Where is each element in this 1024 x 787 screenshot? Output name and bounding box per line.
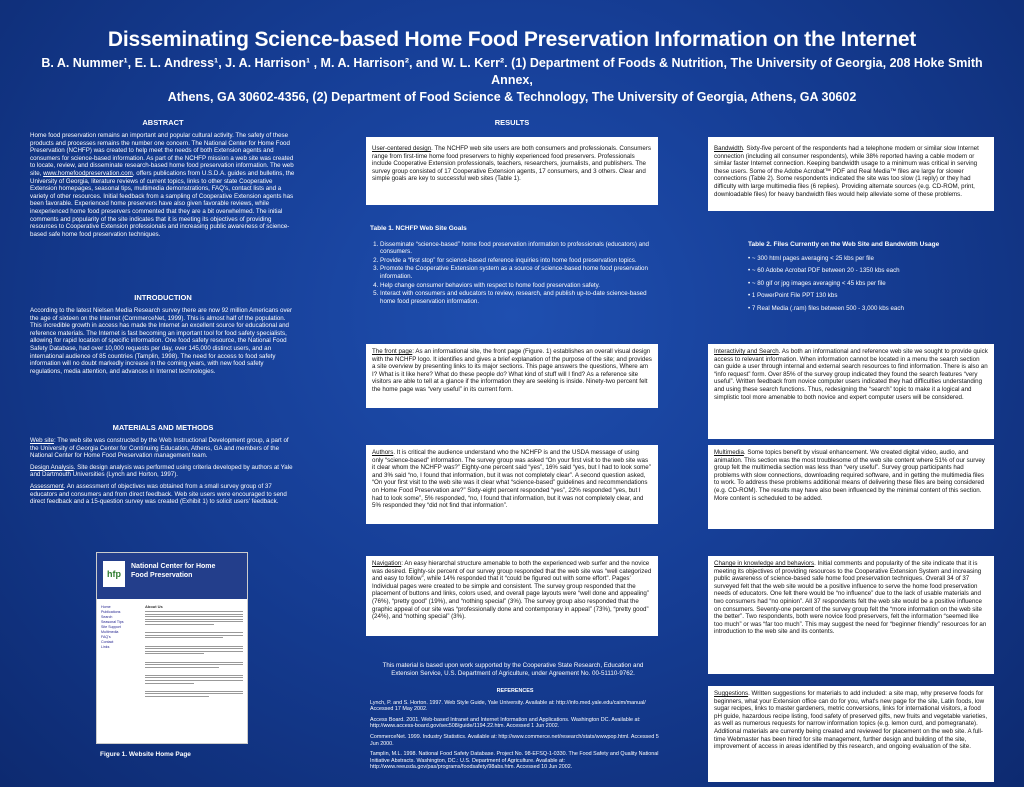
- figure1-caption: Figure 1. Website Home Page: [100, 751, 191, 758]
- table1-goals: [370, 241, 660, 306]
- user-centered-text: . The NCHFP web site users are both consumers and professionals. Consumers range from first-time home food preservers to highly experienced food preservers. Professionals include Cooperative Extension professionals, teachers, researchers, journalists, and publishers. The survey group consisted of 17 Cooperative Extension agents, 17 consumers, and 3 others. Clear and simple goals are key to successful web sites (Table 1).: [372, 145, 652, 183]
- change-label: Change in knowledge and behaviors: [714, 560, 815, 567]
- nav-item[interactable]: Home: [101, 605, 111, 609]
- goal-item: 4. Help change consumer behaviors with respect to home food preservation safety.: [380, 282, 660, 290]
- methods-p2: [30, 464, 296, 479]
- front-page-box: [366, 344, 658, 408]
- nav-item[interactable]: Links: [101, 645, 110, 649]
- reference-item: Lynch, P. and S. Horton. 1997. Web Style Guide, Yale University. Available at: http://info.med.yale.edu/caim/manual/ Accessed 17 May 2002.: [370, 699, 646, 713]
- multimedia-text: . Some topics benefit by visual enhancement. We created digital video, audio, and animation. This section was the most troublesome of the web site content where 51% of our survey group felt the multimedia section was less than “very useful”. Survey group participants had problems with slow connections, downloading required software, and in getting the multimedia files to work. To address these problems additional means of delivering these files are being considered (e.g. CD-ROM). The results may have also been influenced by the minimal content of this section. More content is scheduled to be added.: [714, 449, 985, 502]
- abstract-text-a: Home food preservation remains an important and popular cultural activity. The safety of these products and processes remains the number one concern. The National Center for Home Food Preservation (NCHFP) was created to help meet the needs of both Extension agents and consumers for science-based information. As part of the NCHFP mission a web site was created to locate, review, and disseminate research-based home food preservation information. The web site,: [30, 132, 294, 177]
- site-link[interactable]: www.homefoodpreservation.com: [43, 169, 133, 177]
- nav-item[interactable]: FAQ's: [101, 635, 111, 639]
- screenshot-site-name: National Center for Home Food Preservation: [131, 563, 216, 579]
- nav-item[interactable]: Multimedia: [101, 630, 119, 634]
- navigation-box: [366, 556, 658, 636]
- front-page-label: The front page: [372, 348, 413, 355]
- authors-line-1: B. A. Nummer¹, E. L. Andress¹, J. A. Harrison¹ , M. A. Harrison², and W. L. Kerr². (1) Department of Foods & Nutrition, The University of Georgia, 208 Hoke Smith Annex,: [41, 56, 983, 87]
- front-page-text: : As an informational site, the front page (Figure. 1) establishes an overall visual design with the NCHFP logo. It identifies and gives a brief explanation of the purpose of the site; and provides a site overview by presenting links to its major sections. This page answers the questions, Where am I? What is it like here? What do these people do? What kind of stuff will I find? As a reference site visitors are able to tell at a glance if the information they are seeking is inside. Ninety-two percent felt the home page was “very useful” in its current form.: [372, 348, 652, 393]
- navigation-text: : An easy hierarchal structure amenable to both the experienced web surfer and the novice was desired. Eighty-six percent of our survey group responded that the web site was “well categorized and easy to follow”, while 14% responded that it “could be figured out with some effort”. Pages’ Individual pages were created to be simple and consistent. The survey group responded that the placement of buttons and links, colors used, and overall page layouts were “well done and appealing” (76%), “pretty good” (19%), and “nothing special” (3%). The survey group also responded that the graphic appeal of our site was “professionally done and contemporary in appeal” (73%), “pretty good” (24%), and “nothing special” (3%).: [372, 560, 652, 621]
- poster-authors: [20, 55, 1004, 106]
- screenshot-main: [145, 605, 243, 699]
- reference-item: CommerceNet. 1999. Industry Statistics. Available at: http://www.commerce.net/research/stats/wwwpop.html. Accessed 5 Jun 2000.: [370, 733, 659, 747]
- change-box: [708, 556, 994, 674]
- methods-p3-text: . An assessment of objectives was obtained from a small survey group of 37 educators and consumers and from direct feedback. Web site users were encouraged to send direct feedback and a 15-question survey was created (Exhibit 1) to solicit users' feedback.: [30, 482, 287, 506]
- methods-heading: MATERIALS AND METHODS: [112, 423, 214, 432]
- abstract-text: [30, 132, 296, 238]
- user-centered-box: [366, 137, 658, 205]
- references-heading: REFERENCES: [496, 688, 534, 694]
- table2-item: • ~ 300 html pages averaging < 25 kbs per file: [748, 254, 874, 262]
- intro-heading: INTRODUCTION: [134, 293, 192, 302]
- interactivity-text: . As both an informational and reference web site we sought to provide quick access to relevant information. When information cannot be located in a menu the search section can guide a user through internal and external search resources to find information. There is also an “info request” form. Over 85% of the survey group indicated they found the search features “very useful”. Written feedback from novice computer users indicated they had difficulties understanding and using these search functions. Thus, redesigning the “search” topic to make it a logical and simplistic tool more amenable to both novice and expert computer users will be considered.: [714, 348, 988, 401]
- nav-item[interactable]: Publications: [101, 610, 121, 614]
- authors-label: Authors: [372, 449, 394, 456]
- methods-section: [30, 423, 296, 506]
- multimedia-label: Multimedia: [714, 449, 744, 456]
- screenshot-nav: [101, 605, 141, 650]
- methods-p1-label: Web site: [30, 437, 54, 444]
- methods-p2-label: Design Analysis: [30, 463, 74, 471]
- methods-p1-text: : The web site was constructed by the Web Instructional Development group, a part of the University of Georgia Center for Continuing Education, Athens, GA and members of the National Center for Home Food Preservation management team.: [30, 437, 289, 460]
- nav-item[interactable]: Search: [101, 615, 113, 619]
- suggestions-text: . Written suggestions for materials to add included: a site map, why preserve foods for beginners, what your Extension office can do for you, what's new page for the site, Latin foods, low sugar recipes, links to master gardeners, metric conversions, links for international visitors, a food pH guide, hazardous recipe listing, food safety of preserved gifts, new fruits and vegetable varieties, as well as numerous requests for narrow information topics (e.g. lemon curd, and pomegranate). Additional materials are currently being created and reviewed for placement on the web site. A full-time Webmaster has been hired for site management, further design and building of the site, improvement of access in areas identified by this research, and ongoing evaluation of the site.: [714, 690, 988, 751]
- methods-p3-label: Assessment: [30, 482, 64, 490]
- table2-item: • ~ 60 Adobe Acrobat PDF between 20 - 1350 kbs each: [748, 267, 900, 275]
- poster-title: Disseminating Science-based Home Food Preservation Information on the Internet: [107, 28, 917, 51]
- table2-item: • 7 Real Media (.ram) files between 500 - 3,000 kbs each: [748, 304, 904, 312]
- nav-item[interactable]: Site Support: [101, 625, 121, 629]
- intro-section: [30, 293, 296, 375]
- suggestions-label: Suggestions: [714, 690, 749, 697]
- methods-p1: [30, 437, 296, 460]
- abstract-text-b: , offers publications from U.S.D.A. guides and bulletins, the University of Georgia, literature reviews of current topics, links to other state Cooperative Extension homepages, seasonal tips, multimedia demonstrations, FAQ's, contact lists and a variety of other resources. Initial feedback from a sampling of Cooperative Extension agents has been favorable. Experienced home preservers have also given favorable reviews, while inexperienced home food preservers commented that they are a bit overwhelmed. The initial comments and popularity of the site indicates that it is meeting its objectives of providing resources to Cooperative Extension professionals and increasing public awareness of science-based safe home food preservation techniques.: [30, 169, 295, 238]
- navigation-label: Navigation: [372, 560, 402, 567]
- website-screenshot: [96, 552, 248, 744]
- table2-title: Table 2. Files Currently on the Web Site and Bandwidth Usage: [748, 241, 940, 248]
- goal-item: 3. Promote the Cooperative Extension system as a source of science-based home food preservation information.: [380, 265, 660, 280]
- authors-line-2: Athens, GA 30602-4356, (2) Department of Food Science & Technology, The University of Georgia, Athens, GA 30602: [167, 90, 857, 104]
- reference-item: Tamplin, M.L. 1998. National Food Safety Database. Project No. 98-EFSQ-1-0330. The Food Safety and Quality National Initiative Abstracts. Washington, DC.: U.S. Department of Agriculture. Available at: http://www.reeusda.gov/pas/programs/foodsafety/98abs.htm. Accessed 10 Jun 2002.: [370, 751, 659, 771]
- nchfp-logo: hfp: [103, 561, 125, 587]
- suggestions-box: [708, 686, 994, 782]
- abstract-heading: ABSTRACT: [142, 118, 184, 127]
- bandwidth-label: Bandwidth: [714, 145, 743, 152]
- references: [370, 688, 660, 775]
- methods-p3: [30, 483, 296, 506]
- table1-title: Table 1. NCHFP Web Site Goals: [370, 225, 467, 232]
- acknowledgement: This material is based upon work supported by the Cooperative State Research, Education and Extension Service, U.S. Department of Agriculture, under Agreement No. 00-51110-9762.: [382, 662, 644, 677]
- authors-text: . It is critical the audience understand who the NCHFP is and the USDA message of using only “science-based” information. The survey group was asked “On your first visit to the web site was it clear whom the NCHFP was?” Eighty-one percent said “yes”, 16% said “yes, but I had to look some” and 3% said “no, I found that information, but it was not completely clear”. A second question asked, “On your first visit to the web site was it clear what “science-based” guidelines and recommendations on Home Food Preservation are?” Sixty-eight percent responded “yes”, 22% responded “yes, but I had to look some”, 5% responded, “no, I found that information, but it was not completely clear, and 5% responded they “did not find that information”.: [372, 449, 651, 510]
- authors-box: [366, 445, 658, 524]
- goal-item: 2. Provide a “first stop” for science-based reference inquiries into home food preservation topics.: [380, 257, 660, 265]
- bandwidth-box: [708, 137, 994, 211]
- interactivity-label: Interactivity and Search: [714, 348, 779, 355]
- change-text: . Initial comments and popularity of the site indicate that it is meeting its objectives of providing resources to the Cooperative Extension System and increasing public awareness of science-based safe home food preservation techniques. Overall 34 of 37 surveyed felt that the web site would be a positive influence to serve the home food preservation needs of educators. One felt there would be “no influence” due to the lack of usable materials and two consumers had “no opinion”. All 37 respondents felt the web site would be a positive influence on consumers. Seventy-one percent of the survey group felt the “more information on the web site the better”. Two respondents, both were novice food preservers, felt the information “seemed like too much” or was “far too much”. This may suggest the need for “beginner friendly” resources for an introduction to the web site and its contents.: [714, 560, 987, 636]
- goal-item: 5. Interact with consumers and educators to review, research, and publish up-to-date science-based home food preservation information.: [380, 290, 660, 305]
- table2-item: • 1 PowerPoint File PPT 130 kbs: [748, 292, 838, 300]
- bandwidth-text: . Sixty-five percent of the respondents had a telephone modem or similar slow Internet connection (including all consumer respondents), while 38% reported having a cable modem or similar faster Internet connection. Keeping bandwidth usage to a minimum was critical in serving these users. Some of the Adobe Acrobat™ PDF and Real Media™ files are large for slower connections (Table 2). Some respondents indicated the site was too slow (1 reply) or they had difficulty with large multimedia files (6 replies). Providing alternate sources (e.g. CD-ROM, print, downloadable files) for heavy bandwidth files would help alleviate some of these problems.: [714, 145, 979, 198]
- methods-p2-text: . Site design analysis was performed using criteria developed by authors at Yale and Dartmouth Universities (Lynch and Horton, 1997).: [30, 463, 293, 479]
- multimedia-box: [708, 445, 994, 529]
- reference-item: Access Board. 2001. Web-based Intranet and Internet Information and Applications. Washington DC. Available at: http://www.access-board.gov/sec508/guide/1194.22.htm. Accessed 1 Jun 2002.: [370, 716, 641, 730]
- user-centered-label: User-centered design: [372, 145, 432, 152]
- left-column: [30, 118, 296, 238]
- table2: [748, 241, 988, 313]
- nav-item[interactable]: Contact: [101, 640, 114, 644]
- screenshot-header: [97, 553, 247, 599]
- table1: [370, 225, 660, 306]
- goal-item: 1. Disseminate “science-based” home food preservation information to professionals (educators) and consumers.: [380, 241, 660, 256]
- screenshot-main-heading: About Us: [145, 604, 163, 609]
- results-heading: RESULTS: [494, 118, 530, 127]
- intro-text: According to the latest Nielsen Media Research survey there are now 92 million Americans over the age of sixteen on the Internet (CommerceNet, 1999). This is almost half of the population. This incredible growth in access has made the Internet an excellent source for educational and reference materials. The Internet is fast becoming an important tool for food safety specialists, allowing for rapid location of specific information. One food safety resource, the National Food Safety Database, had over 10,000 requests per day, over 145,000 distinct users, and an international audience of 85 countries (Tamplin, 1998). The need for access to food safety information will no doubt markedly increase in the coming years, with new food safety regulations, media attention, and advances in Internet technologies.: [30, 307, 293, 375]
- table2-item: • ~ 80 gif or jpg images averaging < 45 kbs per file: [748, 279, 886, 287]
- nav-item[interactable]: Seasonal Tips: [101, 620, 124, 624]
- interactivity-box: [708, 344, 994, 439]
